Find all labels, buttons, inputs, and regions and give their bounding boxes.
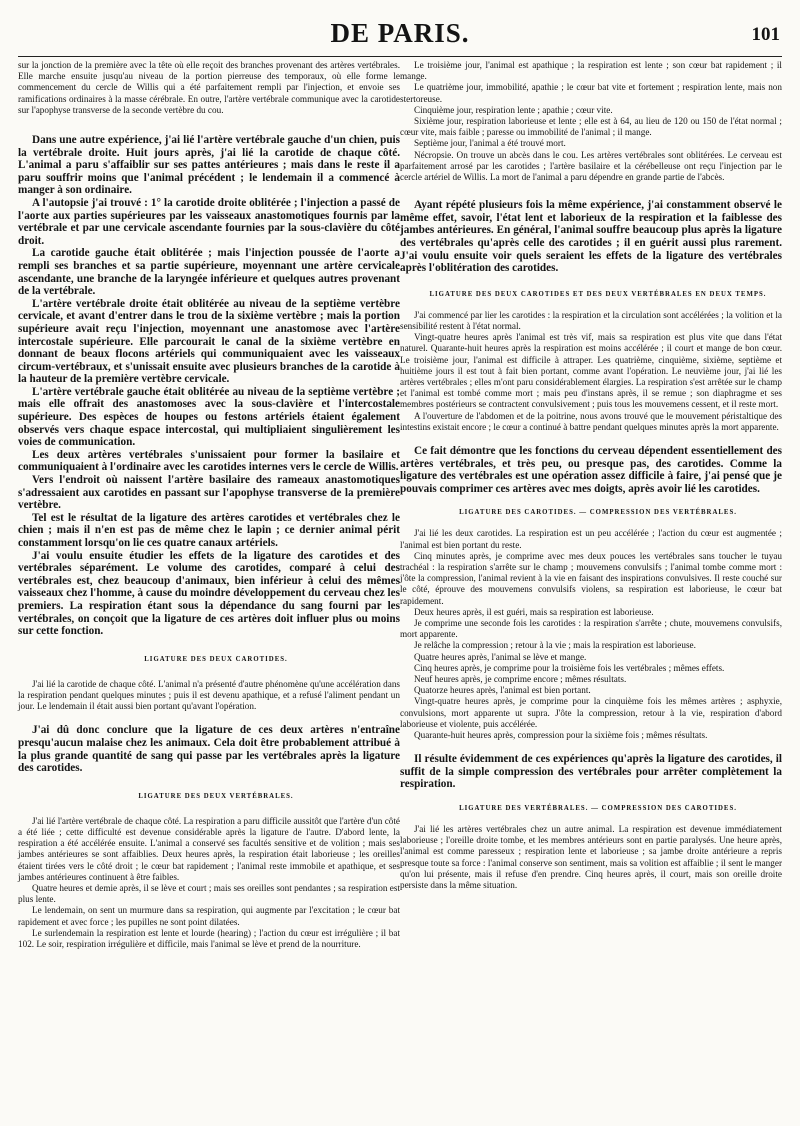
paragraph: Tel est le résultat de la ligature des artères carotides et vertébrales chez le chien ; mais il n'en est pas de même chez le lapin ; ce dernier animal périt constamment lorsqu'on lie ces quatre canaux artériels. [18, 511, 400, 550]
paragraph: Quarante-huit heures après, compression pour la sixième fois ; mêmes résultats. [414, 730, 708, 741]
page-title: DE PARIS. [330, 18, 470, 48]
paragraph: L'artère vertébrale droite était oblitérée au niveau de la septième vertèbre cervicale, et avant d'entrer dans le trou de la sixième vertèbre ; mais la portion supérieure avait reçu l'injection, moyennant une anastomose avec l'artère intercostale supérieure. Elle parcourait le canal de la sixième vertèbre en donnant de beaux flocons artériels qui communiquaient avec les vaisseaux circum-vertébraux, et s'unissait ensuite avec plusieurs branches de la carotide à la hauteur de la première vertèbre cervicale. [18, 297, 400, 386]
paragraph: Vingt-quatre heures après, je comprime pour la cinquième fois les mêmes artères ; asphyxie, convulsions, mort apparente ut supra. J'ôte la compression, retour à la vie, respiration d'abord laborieuse et violente, puis accélérée. [400, 696, 782, 729]
paragraph: Ayant répété plusieurs fois la même expérience, j'ai constamment observé le même effet, savoir, l'état lent et laborieux de la respiration et la faiblesse des jambes antérieures. En général, l'animal souffre beaucoup plus après la ligature des vertébrales qu'après celle des carotides ; il en guérit aussi plus rarement. J'ai voulu ensuite voir quels seraient les effets de la ligature des vertébrales après l'oblitération des carotides. [400, 199, 782, 275]
paragraph: Le surlendemain la respiration est lente et lourde (hearing) ; l'action du cœur est irrégulière ; il bat 102. Le soir, respiration irrégulière et difficile, mais l'animal se lève et prend de la nourriture. [18, 927, 400, 949]
paragraph: La carotide gauche était oblitérée ; mais l'injection poussée de l'aorte a rempli ses branches et sa partie supérieure, moyennant une artère cervicale ascendante, une branche de la laryngée inférieure et quelques autres provenant de la vertébrale. [18, 247, 400, 298]
paragraph: Ce fait démontre que les fonctions du cerveau dépendent essentiellement des artères vertébrales, et très peu, ou presque pas, des carotides. Comme la ligature des vertébrales est une opération assez difficile à faire, j'ai pensé que je pouvais comprimer ces artères avec mes doigts, après avoir lié les carotides. [400, 445, 782, 495]
paragraph: Je relâche la compression ; retour à la vie ; mais la respiration est laborieuse. [414, 640, 696, 651]
paragraph: J'ai lié les artères vertébrales chez un autre animal. La respiration est devenue immédiatement laborieuse ; l'oreille droite tombe, et les membres antérieurs sont en partie paralysés. Une heure après, l'animal est comme paresseux ; respiration lente et laborieuse ; sa jambe droite antérieure a repris presque toute sa force : l'animal conserve son sentiment, mais sa volition est affaiblie ; il sent le manger qu'on lui présente, mais il refuse d'en prendre. Cinq heures après, il court, mais son oreille droite persiste dans la même situation. [400, 824, 782, 891]
paragraph: Quatre heures après, l'animal se lève et mange. [414, 651, 587, 662]
section-heading: LIGATURE DES VERTÉBRALES. — COMPRESSION DES CAROTIDES. [459, 805, 737, 813]
paragraph: Nécropsie. On trouve un abcès dans le cou. Les artères vertébrales sont oblitérées. Le cerveau est parfaitement arrosé par les carotides ; l'artère basilaire et la cérébelleuse ont reçu l'injection par le cercle artériel de Willis. La mort de l'animal a paru dépendre en grande partie de l'abcès. [400, 149, 782, 183]
right-column [400, 60, 782, 950]
paragraph: Septième jour, l'animal a été trouvé mort. [414, 138, 566, 149]
paragraph: Dans une autre expérience, j'ai lié l'artère vertébrale gauche d'un chien, puis la vertébrale droite. Huit jours après, j'ai lié la carotide de chaque côté. L'animal a paru s'affaiblir sur ses pattes antérieures ; mais dans le reste il a paru souffrir moins que l'animal précédent ; le lendemain il a commencé à manger à son ordinaire. [18, 134, 400, 197]
paragraph: Quatorze heures après, l'animal est bien portant. [414, 685, 591, 696]
paragraph: Le troisième jour, l'animal est apathique ; la respiration est lente ; son cœur bat rapidement ; il mange. [400, 60, 782, 82]
paragraph: L'artère vertébrale gauche était oblitérée au niveau de la septième vertèbre ; mais elle offrait des anastomoses avec la sous-clavière et l'intercostale supérieure. Des espèces de houpes ou festons artériels étaient également observés vers chaque espace intercostal, qui multipliaient singulièrement les voies de communication. [18, 385, 400, 449]
paragraph: J'ai lié la carotide de chaque côté. L'animal n'a présenté d'autre phénomène qu'une accélération dans la respiration pendant quelques minutes ; puis il est devenu apathique, et a refusé l'aliment pendant un jour. Le lendemain il était aussi bien portant qu'avant l'opération. [18, 678, 400, 712]
section-heading: LIGATURE DES DEUX CAROTIDES ET DES DEUX VERTÉBRALES EN DEUX TEMPS. [429, 290, 767, 298]
page-number: 101 [751, 24, 780, 45]
paragraph: A l'ouverture de l'abdomen et de la poitrine, nous avons trouvé que le mouvement péristaltique des intestins existait encore ; le cœur a continué à battre pendant quelques minutes après la mort apparente. [400, 410, 782, 432]
section-heading: LIGATURE DES DEUX VERTÉBRALES. [138, 792, 294, 800]
paragraph: Il résulte évidemment de ces expériences qu'après la ligature des carotides, il suffit de la simple compression des vertébrales pour arrêter complètement la respiration. [400, 753, 782, 791]
section-heading: LIGATURE DES DEUX CAROTIDES. [144, 655, 288, 663]
paragraph: Le lendemain, on sent un murmure dans sa respiration, qui augmente par l'excitation ; le cœur bat rapidement et avec force ; les pupilles ne sont point dilatées. [18, 905, 400, 927]
paragraph: Le quatrième jour, immobilité, apathie ; le cœur bat vite et fortement ; respiration lente, mais non stertoreuse. [400, 82, 782, 104]
paragraph: Quatre heures et demie après, il se lève et court ; mais ses oreilles sont pendantes ; sa respiration est plus lente. [18, 882, 400, 905]
paragraph: Cinq minutes après, je comprime avec mes deux pouces les vertébrales sans toucher le tuyau trachéal : la respiration s'arrête sur le champ ; mouvemens convulsifs ; l'animal tombe comme mort : j'ôte la compression, l'animal revient à la vie en faisant des inspirations convulsives. Il reste couché sur le côté, éprouve des mouvemens convulsifs violens, sa respiration est laborieuse, le cœur bat rapidement. [400, 550, 782, 606]
paragraph: Cinquième jour, respiration lente ; apathie ; cœur vite. [414, 104, 613, 115]
paragraph: sur la jonction de la première avec la tête où elle reçoit des branches provenant des artères vertébrales. Elle marche ensuite jusqu'au niveau de la portion pierreuse des temporaux, où elle forme le commencement du cercle de Willis qui a été parfaitement rempli par l'injection, et envoie ses ramifications ordinaires à la masse cérébrale. En outre, l'artère vertébrale communique avec la carotide sur l'apophyse transverse de la seconde vertèbre du cou. [18, 60, 400, 115]
paragraph: Cinq heures après, je comprime pour la troisième fois les vertébrales ; mêmes effets. [414, 662, 725, 673]
paragraph: Neuf heures après, je comprime encore ; mêmes résultats. [414, 674, 627, 685]
paragraph: Je comprime une seconde fois les carotides : la respiration s'arrête ; chute, mouvemens convulsifs, mort apparente. [400, 618, 782, 640]
page-header [18, 0, 782, 57]
paragraph: Sixième jour, respiration laborieuse et lente ; elle est à 64, au lieu de 120 ou 150 de l'état normal ; cœur vite, mais faible ; paresse ou immobilité de l'animal ; il mange. [400, 116, 782, 138]
paragraph: J'ai commencé par lier les carotides : la respiration et la circulation sont accélérées ; la volition et la sensibilité restent à l'état normal. [400, 309, 782, 331]
left-column [18, 60, 400, 950]
paragraph: J'ai lié l'artère vertébrale de chaque côté. La respiration a paru difficile aussitôt que l'artère d'un côté a été liée ; cette difficulté est devenue considérable après la ligature de l'autre. D'abord lente, la respiration a été accélérée ensuite. L'animal a conservé ses facultés sensitive et de volition ; mais ses jambes antérieures se sont affaiblies. Deux heures après, la respiration était laborieuse ; les oreilles étaient tirées vers le côté droit ; le cœur bat rapidement ; l'animal reste immobile et apathique, et ses jambes antérieures continuent à être faibles. [18, 815, 400, 882]
paragraph: J'ai voulu ensuite étudier les effets de la ligature des carotides et des vertébrales séparément. Le volume des carotides, comparé à celui des vertébrales est, chez beaucoup d'animaux, bien inférieur à celui des mêmes vaisseaux chez l'homme, à cause du moindre développement du cerveau chez les premiers. La respiration étant sous la dépendance du sang fourni par les vertébrales, on conçoit que la ligature de ces artères doit influer plus ou moins sur cette fonction. [18, 549, 400, 638]
paragraph: J'ai lié les deux carotides. La respiration est un peu accélérée ; l'action du cœur est augmentée ; l'animal est bien portant du reste. [400, 528, 782, 550]
paragraph: Vers l'endroit où naissent l'artère basilaire des rameaux anastomotiques s'adressaient aux carotides en passant sur l'apophyse transverse de la première vertèbre. [18, 474, 400, 512]
paragraph: Les deux artères vertébrales s'unissaient pour former la basilaire et communiquaient à l'ordinaire avec les carotides internes vers le cercle de Willis. [18, 448, 400, 474]
paragraph: Deux heures après, il est guéri, mais sa respiration est laborieuse. [414, 606, 654, 617]
paragraph: Vingt-quatre heures après l'animal est très vif, mais sa respiration est plus vite que dans l'état naturel. Quarante-huit heures après la respiration est moins accélérée ; il court et mange de bon cœur. Le troisième jour, l'animal est difficile à attraper. Les quatrième, cinquième, sixième, septième et huitième jours il est tout à fait bien portant, comme avant l'opération. Le neuvième jour, j'ai lié les artères vertébrales ; elles m'ont paru considérablement élargies. La respiration s'est arrêtée sur le champ et l'animal est tombé comme mort ; mais peu d'instans après, il se remue ; son diaphragme et ses membres postérieurs se contractent convulsivement ; puis tous les mouvemens cessent, et il reste mort. [400, 332, 782, 410]
section-heading: LIGATURE DES CAROTIDES. — COMPRESSION DES VERTÉBRALES. [459, 509, 737, 517]
article-columns [18, 60, 782, 950]
paragraph: J'ai dû donc conclure que la ligature de ces deux artères n'entraîne presqu'aucun malaise chez les animaux. Cela doit être probablement attribué à la plus grande quantité de sang qui passe par les vertébrales après la ligature des carotides. [18, 724, 400, 775]
paragraph: A l'autopsie j'ai trouvé : 1° la carotide droite oblitérée ; l'injection a passé de l'aorte aux parties supérieures par les vaisseaux anastomotiques fournis par la vertébrale et par une cervicale ascendante fournies par la sous-clavière du côté droit. [18, 196, 400, 247]
